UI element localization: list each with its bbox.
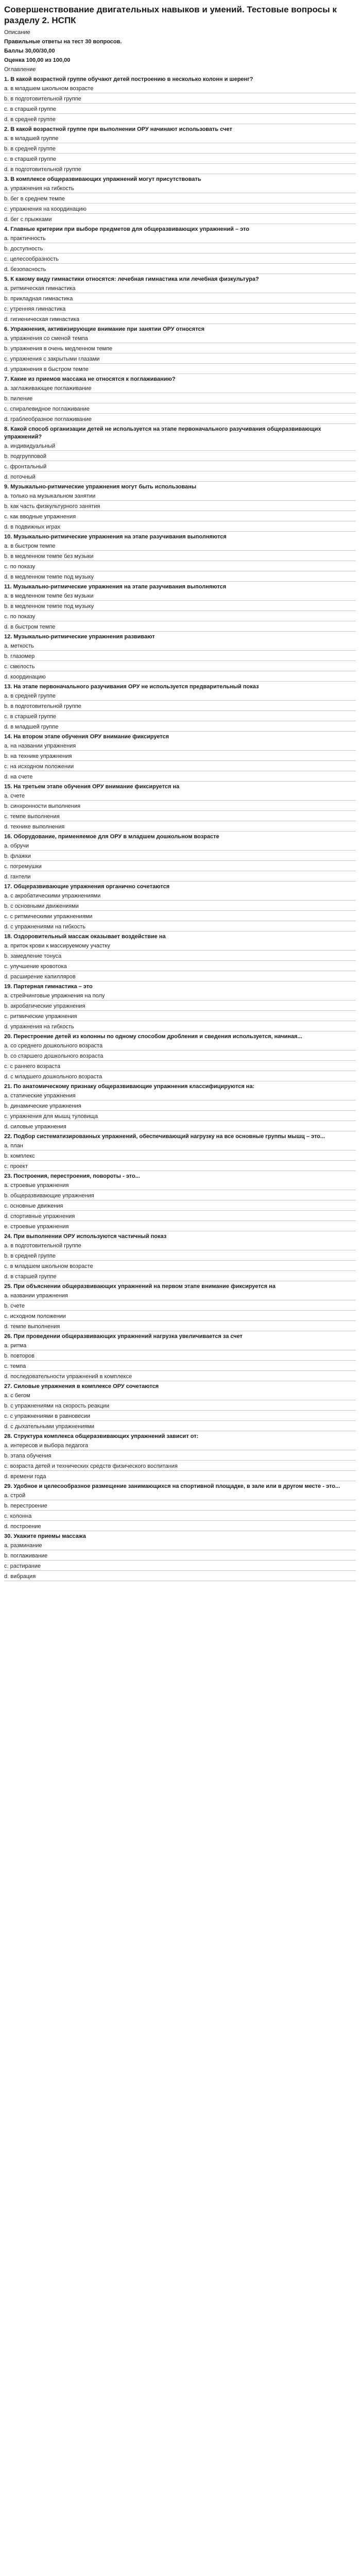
test-summary xyxy=(4,28,356,74)
question-text: 2. В какой возрастной группе при выполнении ОРУ начинают использовать счет xyxy=(4,126,232,132)
answer-option: с. улучшение кровотока xyxy=(4,962,356,971)
question-block xyxy=(4,983,356,1031)
question-text: 25. При объяснении общеразвивающих упражнений на первом этапе внимание фиксируется на xyxy=(4,1283,276,1290)
question-block xyxy=(4,1383,356,1431)
question-text: 20. Перестроение детей из колонны по одному способом дробления и сведения используется, начиная... xyxy=(4,1033,302,1040)
question-text: 12. Музыкально-ритмические упражнения развивают xyxy=(4,634,155,640)
answer-option: с. целесообразность xyxy=(4,255,356,264)
answer-option: с. фронтальный xyxy=(4,463,356,471)
answer-option: с. по показу xyxy=(4,563,356,571)
summary-line: Оценка 100,00 из 100,00 xyxy=(4,57,71,63)
question-block xyxy=(4,1333,356,1381)
question-block xyxy=(4,533,356,582)
answer-option: а. заглаживающее поглаживание xyxy=(4,384,356,393)
question-block xyxy=(4,1133,356,1171)
answer-option: с. по показу xyxy=(4,613,356,621)
answer-option: а. со среднего дошкольного возраста xyxy=(4,1042,356,1050)
question-block xyxy=(4,1083,356,1131)
question-block xyxy=(4,376,356,424)
answer-option: с. колонна xyxy=(4,1512,356,1521)
answer-option: b. упражнения в очень медленном темпе xyxy=(4,345,356,353)
answer-option: b. в средней группе xyxy=(4,1252,356,1261)
answer-option: с. в старшей группе xyxy=(4,713,356,721)
question-list xyxy=(4,76,356,1581)
answer-option: а. только на музыкальном занятии xyxy=(4,492,356,501)
answer-option: с. темпа xyxy=(4,1362,356,1371)
summary-line: Описание xyxy=(4,29,30,36)
answer-option: d. безопасность xyxy=(4,265,356,274)
answer-option: с. спиралевидное поглаживание xyxy=(4,405,356,414)
answer-option: а. в средней группе xyxy=(4,692,356,701)
answer-option: d. вибрация xyxy=(4,1572,356,1581)
answer-option: с. с раннего возраста xyxy=(4,1062,356,1071)
answer-option: d. с упражнениями на гибкость xyxy=(4,923,356,931)
answer-option: d. гантели xyxy=(4,873,356,882)
answer-option: с. темпе выполнения xyxy=(4,812,356,821)
question-block xyxy=(4,633,356,682)
answer-option: b. как часть физкультурного занятия xyxy=(4,502,356,511)
answer-option: d. силовые упражнения xyxy=(4,1123,356,1131)
answer-option: b. прикладная гимнастика xyxy=(4,295,356,303)
answer-option: b. в средней группе xyxy=(4,145,356,154)
answer-option: а. ритмическая гимнастика xyxy=(4,284,356,293)
answer-option: с. с ритмическими упражнениями xyxy=(4,912,356,921)
question-text: 8. Какой способ организации детей не используется на этапе первоначального разучивания общеразвивающих упражнений? xyxy=(4,426,321,440)
question-block xyxy=(4,833,356,882)
answer-option: d. координацию xyxy=(4,673,356,682)
answer-option: с. с упражнениями в равновесии xyxy=(4,1412,356,1421)
answer-option: а. план xyxy=(4,1142,356,1150)
question-block xyxy=(4,883,356,931)
answer-option: b. общеразвивающие упражнения xyxy=(4,1192,356,1200)
answer-option: b. синхронности выполнения xyxy=(4,802,356,811)
answer-option: а. меткость xyxy=(4,642,356,651)
question-text: 26. При проведении общеразвивающих упражнений нагрузка увеличивается за счет xyxy=(4,1333,243,1340)
answer-option: с. смелость xyxy=(4,663,356,671)
answer-option: а. с бегом xyxy=(4,1392,356,1400)
question-block xyxy=(4,226,356,274)
question-text: 16. Оборудование, применяемое для ОРУ в младшем дошкольном возрасте xyxy=(4,834,219,840)
question-text: 5. К какому виду гимнастики относятся: лечебная гимнастика или лечебная физкультура? xyxy=(4,276,259,282)
answer-option: b. перестроение xyxy=(4,1502,356,1511)
answer-option: d. построение xyxy=(4,1522,356,1531)
answer-option: а. в быстром темпе xyxy=(4,542,356,551)
page-title: Совершенствование двигательных навыков и умений. Тестовые вопросы к разделу 2. НСПК xyxy=(4,5,337,25)
question-text: 4. Главные критерии при выборе предметов для общеразвивающих упражнений – это xyxy=(4,226,250,232)
summary-line: Правильные ответы на тест 30 вопросов. xyxy=(4,39,122,45)
answer-option: b. со старшего дошкольного возраста xyxy=(4,1052,356,1061)
answer-option: а. названии упражнения xyxy=(4,1292,356,1300)
answer-option: с. в старшей группе xyxy=(4,155,356,164)
answer-option: d. времени года xyxy=(4,1472,356,1481)
answer-option: b. в медленном темпе под музыку xyxy=(4,602,356,611)
answer-option: b. в подготовительной группе xyxy=(4,702,356,711)
question-text: 27. Силовые упражнения в комплексе ОРУ сочетаются xyxy=(4,1383,159,1389)
answer-option: с. растирание xyxy=(4,1562,356,1571)
answer-option: а. обручи xyxy=(4,842,356,851)
question-text: 28. Структура комплекса общеразвивающих упражнений зависит от: xyxy=(4,1433,199,1439)
question-text: 24. При выполнении ОРУ используются частичный показ xyxy=(4,1233,167,1240)
answer-option: d. в подвижных играх xyxy=(4,523,356,532)
answer-option: d. в быстром темпе xyxy=(4,623,356,632)
question-text: 29. Удобное и целесообразное размещение занимающихся на спортивной площадке, в зале или в другом месте - это... xyxy=(4,1483,340,1489)
answer-option: d. в младшей группе xyxy=(4,723,356,732)
question-block xyxy=(4,783,356,832)
answer-option: d. упражнения на гибкость xyxy=(4,1023,356,1031)
answer-option: d. на счете xyxy=(4,773,356,782)
answer-option: с. на исходном положении xyxy=(4,762,356,771)
answer-option: b. этапа обучения xyxy=(4,1452,356,1461)
question-text: 23. Построения, перестроения, повороты - это... xyxy=(4,1173,140,1179)
answer-option: b. глазомер xyxy=(4,652,356,661)
answer-option: а. разминание xyxy=(4,1541,356,1550)
question-block xyxy=(4,426,356,482)
answer-option: с. в старшей группе xyxy=(4,105,356,114)
answer-option: а. упражнения со сменой темпа xyxy=(4,334,356,343)
answer-option: b. в подготовительной группе xyxy=(4,95,356,104)
question-text: 13. На этапе первоначального разучивания ОРУ не используется предварительный показ xyxy=(4,684,259,690)
answer-option: а. индивидуальный xyxy=(4,442,356,451)
answer-option: с. упражнения на координацию xyxy=(4,205,356,214)
answer-option: а. статические упражнения xyxy=(4,1092,356,1100)
summary-line: Баллы 30,00/30,00 xyxy=(4,48,55,54)
answer-option: b. комплекс xyxy=(4,1152,356,1161)
answer-option: d. технике выполнения xyxy=(4,823,356,832)
question-text: 22. Подбор систематизированных упражнений, обеспечивающий нагрузку на все основные группы мышц – это... xyxy=(4,1133,325,1140)
question-block xyxy=(4,76,356,124)
answer-option: d. в подготовительной группе xyxy=(4,165,356,174)
answer-option: d. спортивные упражнения xyxy=(4,1212,356,1221)
question-block xyxy=(4,1283,356,1331)
answer-option: а. практичность xyxy=(4,234,356,243)
answer-option: d. последовательности упражнений в комплексе xyxy=(4,1372,356,1381)
answer-option: d. в старшей группе xyxy=(4,1273,356,1281)
answer-option: с. возраста детей и технических средств физического воспитания xyxy=(4,1462,356,1471)
question-text: 14. На втором этапе обучения ОРУ внимание фиксируется xyxy=(4,734,169,740)
answer-option: а. в медленном темпе без музыки xyxy=(4,592,356,601)
question-text: 6. Упражнения, активизирующие внимание при занятии ОРУ относятся xyxy=(4,326,204,332)
answer-option: а. ритма xyxy=(4,1342,356,1350)
answer-option: d. в медленном темпе под музыку xyxy=(4,573,356,582)
question-text: 11. Музыкально-ритмические упражнения на этапе разучивания выполняются xyxy=(4,584,227,590)
question-text: 21. По анатомическому признаку общеразвивающие упражнения классифицируются на: xyxy=(4,1083,255,1090)
question-block xyxy=(4,1483,356,1531)
question-block xyxy=(4,1433,356,1481)
answer-option: b. повторов xyxy=(4,1352,356,1361)
answer-option: а. интересов и выбора педагога xyxy=(4,1442,356,1450)
answer-option: d. с младшего дошкольного возраста xyxy=(4,1073,356,1081)
answer-option: b. на технике упражнения xyxy=(4,752,356,761)
summary-line: Оглавление xyxy=(4,66,36,73)
answer-option: b. в медленном темпе без музыки xyxy=(4,552,356,561)
answer-option: b. акробатические упражнения xyxy=(4,1002,356,1011)
answer-option: b. счете xyxy=(4,1302,356,1311)
question-text: 9. Музыкально-ритмические упражнения могут быть использованы xyxy=(4,484,197,490)
question-block xyxy=(4,483,356,532)
question-text: 10. Музыкально-ритмические упражнения на этапе разучивания выполняются xyxy=(4,534,227,540)
answer-option: а. строй xyxy=(4,1492,356,1500)
answer-option: а. на названии упражнения xyxy=(4,742,356,751)
question-text: 15. На третьем этапе обучения ОРУ внимание фиксируется на xyxy=(4,784,180,790)
answer-option: d. темпе выполнения xyxy=(4,1323,356,1331)
answer-option: d. расширение капилляров xyxy=(4,973,356,981)
question-text: 19. Партерная гимнастика – это xyxy=(4,984,93,990)
question-block xyxy=(4,176,356,224)
question-block xyxy=(4,1233,356,1281)
answer-option: d. в средней группе xyxy=(4,115,356,124)
answer-option: с. ритмические упражнения xyxy=(4,1012,356,1021)
answer-option: а. упражнения на гибкость xyxy=(4,184,356,193)
answer-option: с. основные движения xyxy=(4,1202,356,1211)
answer-option: с. в младшем школьном возрасте xyxy=(4,1262,356,1271)
answer-option: b. с упражнениями на скорость реакции xyxy=(4,1402,356,1411)
question-block xyxy=(4,276,356,324)
answer-option: d. бег с прыжками xyxy=(4,215,356,224)
answer-option: а. приток крови к массируемому участку xyxy=(4,942,356,951)
answer-option: d. с дыхательными упражнениями xyxy=(4,1422,356,1431)
answer-option: b. доступность xyxy=(4,245,356,253)
answer-option: b. флажки xyxy=(4,852,356,861)
answer-option: d. граблеобразное поглаживание xyxy=(4,415,356,424)
answer-option: с. упражнения с закрытыми глазами xyxy=(4,355,356,364)
question-text: 30. Укажите приемы массажа xyxy=(4,1533,86,1539)
question-text: 3. В комплексе общеразвивающих упражнений могут присутствовать xyxy=(4,176,201,182)
answer-option: b. с основными движениями xyxy=(4,902,356,911)
question-block xyxy=(4,1033,356,1081)
question-block xyxy=(4,1533,356,1581)
question-block xyxy=(4,583,356,632)
answer-option: а. строевые упражнения xyxy=(4,1181,356,1190)
answer-option: b. поглаживание xyxy=(4,1552,356,1561)
answer-option: с. погремушки xyxy=(4,862,356,871)
question-block xyxy=(4,683,356,732)
answer-option: b. пиление xyxy=(4,395,356,403)
answer-option: b. подгрупповой xyxy=(4,452,356,461)
question-text: 7. Какие из приемов массажа не относятся к поглаживанию? xyxy=(4,376,176,382)
answer-option: а. в младшем школьном возрасте xyxy=(4,84,356,93)
answer-option: с. проект xyxy=(4,1162,356,1171)
question-block xyxy=(4,1173,356,1231)
answer-option: с. утренняя гимнастика xyxy=(4,305,356,314)
question-block xyxy=(4,733,356,782)
answer-option: а. с акробатическими упражнениями xyxy=(4,892,356,901)
question-block xyxy=(4,933,356,981)
answer-option: с. как вводные упражнения xyxy=(4,513,356,521)
question-block xyxy=(4,126,356,174)
answer-option: а. счете xyxy=(4,792,356,801)
answer-option: а. в младшей группе xyxy=(4,134,356,143)
answer-option: с. упражнения для мышц туловища xyxy=(4,1112,356,1121)
answer-option: d. упражнения в быстром темпе xyxy=(4,365,356,374)
answer-option: d. гигиеническая гимнастика xyxy=(4,315,356,324)
answer-option: d. поточный xyxy=(4,473,356,482)
answer-option: с. исходном положении xyxy=(4,1312,356,1321)
question-text: 1. В какой возрастной группе обучают детей построению в несколько колонн и шеренг? xyxy=(4,76,253,82)
answer-option: b. бег в среднем темпе xyxy=(4,195,356,204)
answer-option: а. в подготовительной группе xyxy=(4,1242,356,1250)
question-text: 17. Общеразвивающие упражнения органично сочетаются xyxy=(4,884,170,890)
answer-option: b. замедление тонуса xyxy=(4,952,356,961)
question-block xyxy=(4,326,356,374)
answer-option: е. строевые упражнения xyxy=(4,1223,356,1231)
question-text: 18. Оздоровительный массаж оказывает воздействие на xyxy=(4,934,166,940)
answer-option: а. стрейчинговые упражнения на полу xyxy=(4,992,356,1001)
answer-option: b. динамические упражнения xyxy=(4,1102,356,1111)
